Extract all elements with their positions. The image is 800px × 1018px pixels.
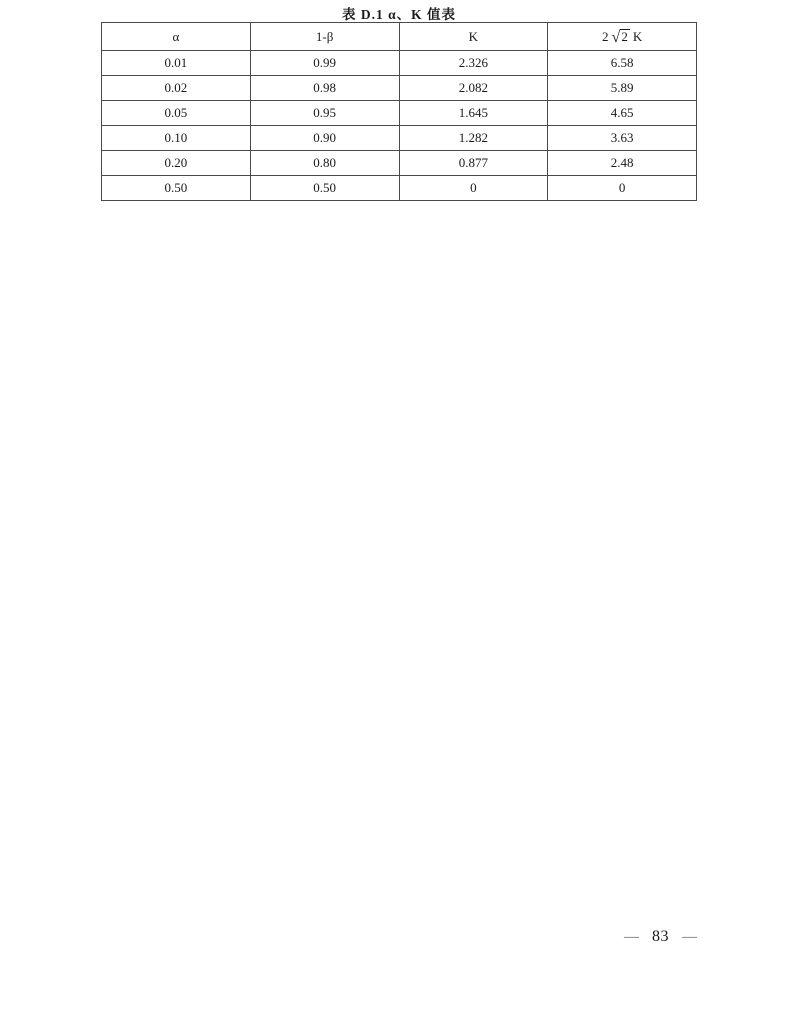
table-cell: 0.90 [250, 126, 399, 151]
table-cell: 0.877 [399, 151, 548, 176]
table-cell: 3.63 [548, 126, 697, 151]
table-cell: 0.50 [102, 176, 251, 201]
table-cell: 2.082 [399, 76, 548, 101]
alpha-k-value-table [101, 22, 697, 201]
table-cell: 1.645 [399, 101, 548, 126]
table-cell: 0.50 [250, 176, 399, 201]
table-cell: 2.326 [399, 51, 548, 76]
page-footer [624, 928, 697, 946]
table-row [102, 176, 697, 201]
footer-right-dash: — [682, 928, 697, 945]
table-cell: 4.65 [548, 101, 697, 126]
radical-sign-icon: √ [611, 28, 621, 46]
table-header-row [102, 23, 697, 51]
sqrt-coefficient: 2 [602, 28, 609, 44]
footer-left-dash: — [624, 928, 639, 945]
table-cell: 2.48 [548, 151, 697, 176]
table-title: 表 D.1 α、K 值表 [341, 7, 457, 22]
table-body [102, 51, 697, 201]
table-row [102, 101, 697, 126]
table-cell: 0.80 [250, 151, 399, 176]
table-row [102, 151, 697, 176]
table-row [102, 76, 697, 101]
header-k: K [399, 23, 548, 51]
table-cell: 0.05 [102, 101, 251, 126]
header-two-sqrt-two-k [548, 23, 697, 51]
page-number: 83 [652, 928, 669, 945]
table-cell: 0.02 [102, 76, 251, 101]
table-cell: 0.95 [250, 101, 399, 126]
table-cell: 1.282 [399, 126, 548, 151]
header-one-minus-beta: 1-β [250, 23, 399, 51]
table-cell: 0 [548, 176, 697, 201]
table-row [102, 126, 697, 151]
table-cell: 0.20 [102, 151, 251, 176]
table-row [102, 51, 697, 76]
table-cell: 0.10 [102, 126, 251, 151]
sqrt-suffix: K [632, 28, 643, 44]
table-header [102, 23, 697, 51]
table-cell: 0.01 [102, 51, 251, 76]
table-cell: 5.89 [548, 76, 697, 101]
table-cell: 6.58 [548, 51, 697, 76]
table-cell: 0 [399, 176, 548, 201]
table-cell: 0.99 [250, 51, 399, 76]
sqrt-radicand: 2 [621, 28, 628, 44]
header-alpha: α [102, 23, 251, 51]
table-cell: 0.98 [250, 76, 399, 101]
